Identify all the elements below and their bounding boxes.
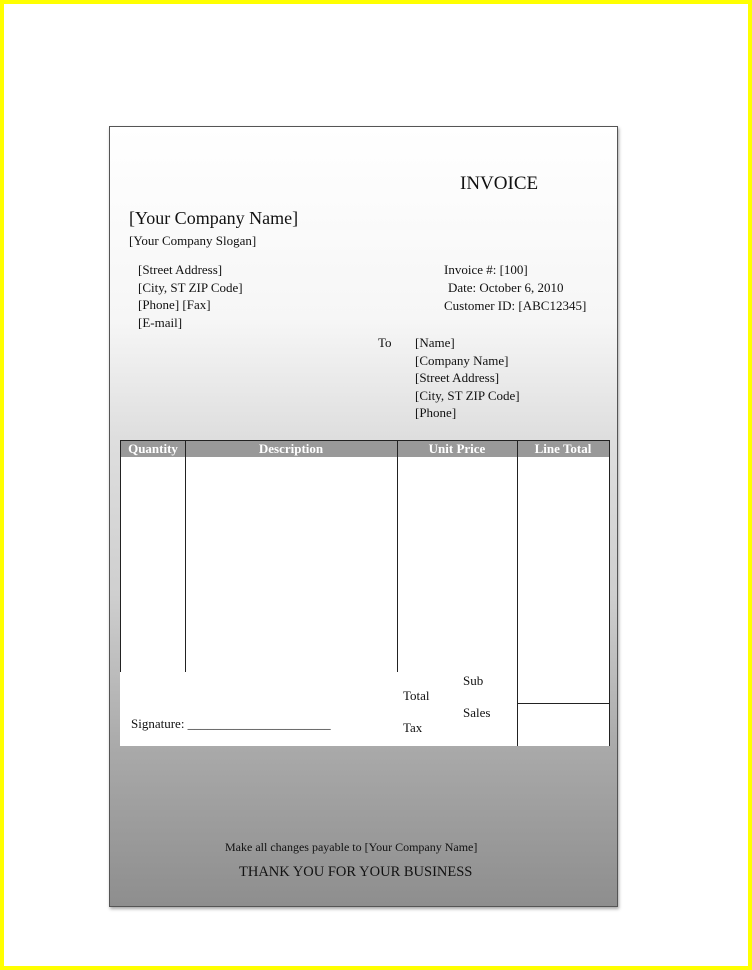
sender-address bbox=[138, 261, 243, 331]
sender-city: [City, ST ZIP Code] bbox=[138, 279, 243, 295]
subtotal-label-2: Total bbox=[403, 688, 430, 703]
sales-tax-box[interactable] bbox=[517, 703, 610, 735]
sender-street: [Street Address] bbox=[138, 262, 223, 277]
header-quantity: Quantity bbox=[128, 441, 178, 456]
company-slogan: [Your Company Slogan] bbox=[129, 233, 257, 248]
recipient-name: [Name] bbox=[415, 335, 455, 350]
signature-line: Signature: ______________________ bbox=[131, 716, 331, 731]
company-name: [Your Company Name] bbox=[129, 208, 299, 228]
invoice-page bbox=[109, 126, 618, 907]
sales-tax-label-1: Sales bbox=[463, 705, 491, 720]
header-line-total: Line Total bbox=[534, 441, 592, 456]
header-description: Description bbox=[258, 441, 324, 456]
column-divider bbox=[185, 441, 186, 672]
sender-phone-fax: [Phone] [Fax] bbox=[138, 297, 211, 312]
sales-tax-label-2: Tax bbox=[403, 720, 423, 735]
subtotal-label-1: Sub bbox=[463, 673, 484, 688]
total-box[interactable] bbox=[517, 734, 610, 746]
recipient-company: [Company Name] bbox=[415, 352, 509, 368]
customer-id: Customer ID: [ABC12345] bbox=[444, 298, 587, 313]
table-header bbox=[121, 441, 609, 457]
recipient-address bbox=[415, 334, 520, 422]
thank-you-message: THANK YOU FOR YOUR BUSINESS bbox=[239, 864, 473, 880]
sender-email: [E-mail] bbox=[138, 314, 183, 330]
header-unit-price: Unit Price bbox=[428, 441, 486, 456]
recipient-city: [City, ST ZIP Code] bbox=[415, 387, 520, 403]
line-items-table bbox=[120, 440, 610, 673]
recipient-street: [Street Address] bbox=[415, 370, 500, 385]
payable-note: Make all changes payable to [Your Company Name] bbox=[225, 840, 478, 854]
subtotal-box[interactable] bbox=[517, 672, 610, 704]
invoice-title: INVOICE bbox=[460, 173, 539, 194]
invoice-number: Invoice #: [100] bbox=[444, 262, 528, 277]
column-divider bbox=[517, 441, 518, 672]
invoice-date: Date: October 6, 2010 bbox=[448, 280, 564, 295]
recipient-phone: [Phone] bbox=[415, 405, 457, 420]
to-label: To bbox=[378, 335, 392, 350]
column-divider bbox=[397, 441, 398, 672]
